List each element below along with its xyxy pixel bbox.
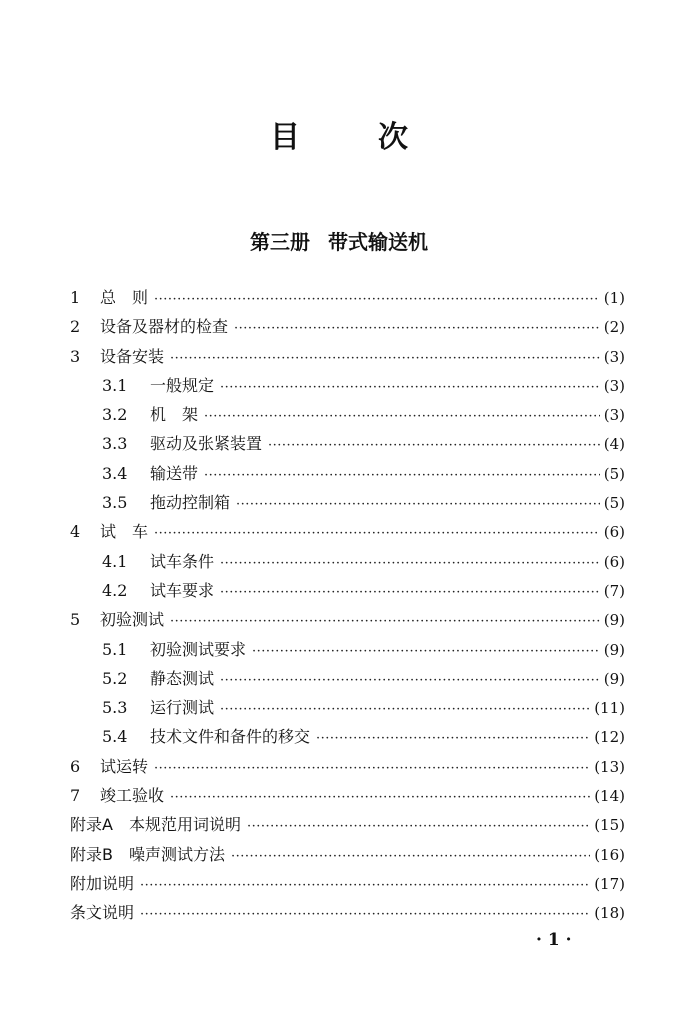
toc-dot-leader <box>170 344 600 373</box>
toc-entry-page: (11) <box>594 699 625 718</box>
toc-dot-leader <box>170 783 590 812</box>
toc-dot-leader <box>154 519 600 548</box>
toc-entry-label: 输送带 <box>150 463 199 483</box>
toc-entry-label: 试车条件 <box>150 551 215 571</box>
toc-entry-page: (2) <box>603 318 625 337</box>
toc-dot-leader <box>140 871 590 900</box>
toc-entry-page: (3) <box>603 347 625 366</box>
toc-entry[interactable] <box>70 869 625 898</box>
toc-dot-leader <box>220 549 600 578</box>
toc-entry-number: 7 <box>70 786 81 806</box>
toc-entry-number: 4.2 <box>102 580 128 600</box>
toc-entry-page: (15) <box>594 816 625 835</box>
toc-entry-number: 3.4 <box>102 463 128 483</box>
toc-entry-number: 5.1 <box>102 639 128 659</box>
toc-entry-page: (6) <box>603 552 625 571</box>
toc-entry-page: (17) <box>594 874 625 893</box>
toc-entry-page: (6) <box>603 523 625 542</box>
toc-entry-number: 5.4 <box>102 727 128 747</box>
toc-entry-page: (9) <box>603 640 625 659</box>
toc-entry-page: (1) <box>603 289 625 307</box>
toc-entry[interactable] <box>70 459 625 488</box>
toc-entry-page: (5) <box>603 494 625 513</box>
toc-entry-number: 5.2 <box>102 668 128 688</box>
toc-entry-page: (13) <box>594 757 625 776</box>
page-title: 目次 <box>270 120 486 155</box>
toc-dot-leader <box>252 637 600 666</box>
toc-entry[interactable] <box>70 576 625 605</box>
toc-entry-page: (4) <box>603 435 625 454</box>
toc-entry-page: (7) <box>603 581 625 600</box>
toc-entry-number: 1 <box>70 288 81 307</box>
toc-dot-leader <box>154 285 600 314</box>
toc-dot-leader <box>316 724 590 753</box>
toc-entry-label: 技术文件和备件的移交 <box>150 727 311 747</box>
toc-entry[interactable] <box>70 488 625 517</box>
toc-entry-label: 附加说明 <box>70 873 135 893</box>
table-of-contents <box>70 283 625 928</box>
toc-entry-number: 3.3 <box>102 434 128 454</box>
toc-dot-leader <box>220 578 600 607</box>
toc-entry[interactable] <box>70 898 625 927</box>
toc-entry[interactable] <box>70 400 625 429</box>
toc-entry[interactable] <box>70 664 625 693</box>
toc-entry-page: (12) <box>594 728 625 747</box>
toc-entry-number: 4 <box>70 522 81 542</box>
page-number: · 1 · <box>536 930 572 950</box>
toc-entry-number: 6 <box>70 756 81 776</box>
toc-entry-label: 拖动控制箱 <box>150 493 231 513</box>
toc-dot-leader <box>247 812 590 841</box>
toc-entry-label: 初验测试要求 <box>150 639 247 659</box>
toc-entry[interactable] <box>70 781 625 810</box>
toc-dot-leader <box>220 373 600 402</box>
toc-entry-label: 运行测试 <box>150 698 215 718</box>
toc-entry[interactable] <box>70 283 625 312</box>
toc-entry[interactable] <box>70 693 625 722</box>
toc-entry-page: (14) <box>594 787 625 806</box>
toc-entry[interactable] <box>70 517 625 546</box>
toc-dot-leader <box>204 402 600 431</box>
toc-entry[interactable] <box>70 752 625 781</box>
toc-dot-leader <box>236 490 600 519</box>
toc-entry-label: 竣工验收 <box>100 786 165 806</box>
toc-entry[interactable] <box>70 722 625 751</box>
toc-entry-label: 总 则 <box>100 288 149 307</box>
toc-entry-label: 试车要求 <box>150 580 215 600</box>
toc-entry-number: 3.5 <box>102 493 128 513</box>
toc-entry-label: 条文说明 <box>70 903 135 923</box>
toc-entry-page: (9) <box>603 669 625 688</box>
toc-entry-label: 试 车 <box>100 522 149 542</box>
toc-entry-label: 机 架 <box>150 405 199 425</box>
toc-dot-leader <box>170 607 600 636</box>
toc-entry-page: (3) <box>603 406 625 425</box>
volume-heading <box>0 226 678 255</box>
toc-entry[interactable] <box>70 312 625 341</box>
toc-entry-label: 试运转 <box>100 756 149 776</box>
toc-entry-label: 初验测试 <box>100 610 165 630</box>
toc-entry-label: 设备安装 <box>100 346 165 366</box>
toc-entry[interactable] <box>70 840 625 869</box>
toc-entry-label: 附录B 噪声测试方法 <box>70 844 225 864</box>
toc-entry-page: (18) <box>594 904 625 923</box>
toc-entry-number: 2 <box>70 317 81 337</box>
toc-dot-leader <box>231 842 590 871</box>
toc-entry[interactable] <box>70 342 625 371</box>
toc-dot-leader <box>220 666 600 695</box>
toc-entry[interactable] <box>70 547 625 576</box>
toc-dot-leader <box>220 695 590 724</box>
toc-entry[interactable] <box>70 810 625 839</box>
toc-entry-page: (3) <box>603 376 625 395</box>
toc-entry-label: 设备及器材的检查 <box>100 317 229 337</box>
toc-dot-leader <box>268 431 600 460</box>
toc-entry-number: 5.3 <box>102 698 128 718</box>
toc-entry-number: 3 <box>70 346 81 366</box>
toc-entry-page: (5) <box>603 464 625 483</box>
toc-dot-leader <box>154 754 590 783</box>
toc-dot-leader <box>204 461 600 490</box>
volume-name: 带式输送机 <box>328 230 428 254</box>
toc-entry-label: 驱动及张紧装置 <box>150 434 263 454</box>
toc-entry[interactable] <box>70 635 625 664</box>
toc-entry-label: 一般规定 <box>150 375 215 395</box>
toc-entry-number: 3.2 <box>102 405 128 425</box>
toc-entry-label: 静态测试 <box>150 668 215 688</box>
toc-entry-number: 5 <box>70 610 81 630</box>
toc-dot-leader <box>234 314 600 343</box>
toc-entry-number: 4.1 <box>102 551 128 571</box>
toc-entry[interactable] <box>70 429 625 458</box>
volume-part: 第三册 <box>250 230 310 254</box>
toc-entry-page: (16) <box>594 845 625 864</box>
toc-dot-leader <box>140 900 590 929</box>
toc-entry-number: 3.1 <box>102 375 128 395</box>
toc-entry[interactable] <box>70 605 625 634</box>
toc-entry-label: 附录A 本规范用词说明 <box>70 815 241 835</box>
toc-entry[interactable] <box>70 371 625 400</box>
toc-entry-page: (9) <box>603 611 625 630</box>
